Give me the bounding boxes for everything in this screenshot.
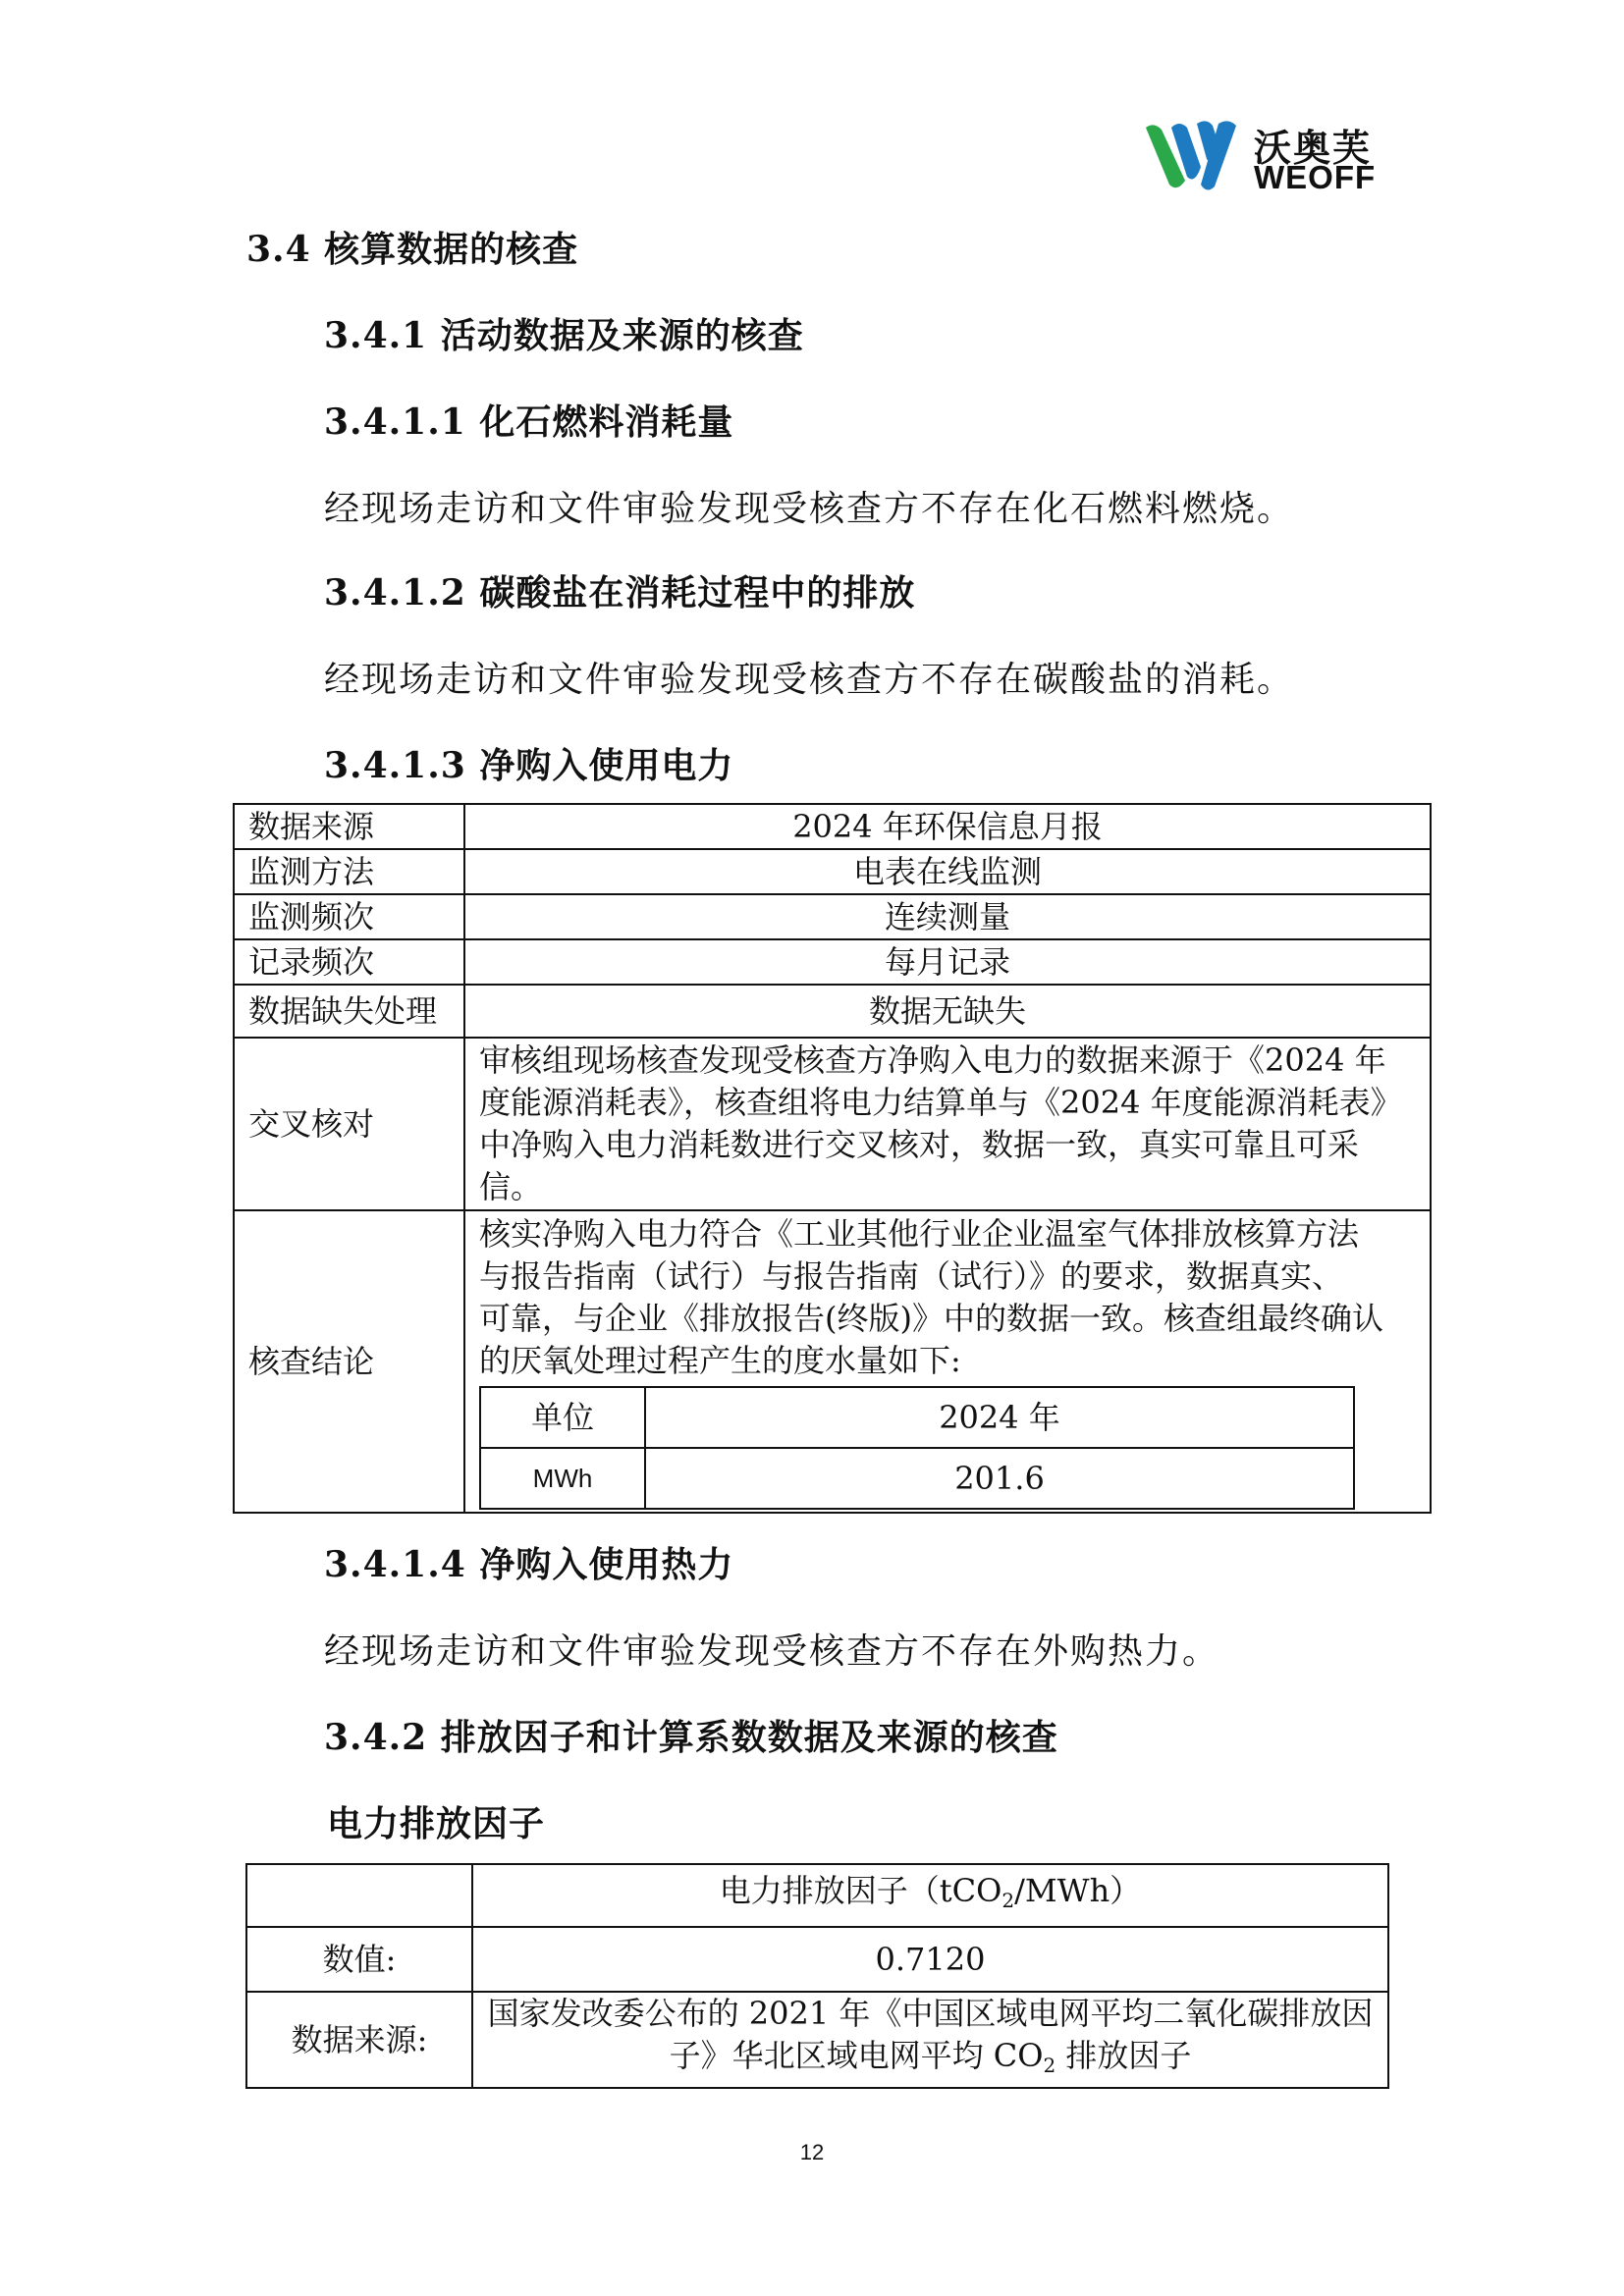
heading-3-4-1-3: 3.4.1.3 净购入使用电力 bbox=[324, 745, 734, 786]
source-label: 数据来源: bbox=[246, 1992, 472, 2088]
table-row bbox=[246, 1992, 1388, 2088]
consumption-table bbox=[479, 1386, 1355, 1510]
conclusion-text bbox=[464, 1210, 1431, 1513]
text-line: 度能源消耗表》，核查组将电力结算单与《2024 年度能源消耗表》 bbox=[479, 1084, 1402, 1121]
heading-3-4-1: 3.4.1 活动数据及来源的核查 bbox=[324, 315, 804, 356]
row-label: 数据来源 bbox=[234, 804, 464, 849]
table-header-row bbox=[480, 1387, 1354, 1448]
factor-header: 电力排放因子（tCO$_2$/MWh） bbox=[472, 1864, 1388, 1927]
heading-3-4: 3.4 核算数据的核查 bbox=[246, 229, 579, 270]
unit-cell: MWh bbox=[480, 1448, 645, 1509]
weoff-logo-icon bbox=[1142, 116, 1248, 198]
value-label: 数值: bbox=[246, 1927, 472, 1992]
heading-3-4-1-1: 3.4.1.1 化石燃料消耗量 bbox=[324, 401, 734, 443]
conclusion-label: 核查结论 bbox=[234, 1210, 464, 1513]
text-line: 与报告指南（试行）与报告指南（试行）》的要求，数据真实、 bbox=[479, 1257, 1344, 1295]
conclusion-row bbox=[234, 1210, 1431, 1513]
paragraph-fossil-fuel: 经现场走访和文件审验发现受核查方不存在化石燃料燃烧。 bbox=[324, 489, 1295, 529]
text-line: 信。 bbox=[479, 1168, 543, 1205]
row-label: 数据缺失处理 bbox=[234, 985, 464, 1038]
row-label: 监测方法 bbox=[234, 849, 464, 894]
table-row bbox=[234, 939, 1431, 985]
row-value: 2024 年环保信息月报 bbox=[464, 804, 1431, 849]
text-line: 可靠，与企业《排放报告(终版)》中的数据一致。核查组最终确认 bbox=[479, 1300, 1383, 1337]
row-label: 记录频次 bbox=[234, 939, 464, 985]
table-header-row bbox=[246, 1864, 1388, 1927]
text-line: 审核组现场核查发现受核查方净购入电力的数据来源于《2024 年 bbox=[479, 1041, 1386, 1079]
emission-factor-table bbox=[245, 1863, 1389, 2089]
company-logo bbox=[1142, 116, 1387, 198]
heading-electricity-factor: 电力排放因子 bbox=[327, 1803, 546, 1844]
page-number: 12 bbox=[799, 2140, 825, 2164]
factor-value: 0.7120 bbox=[472, 1927, 1388, 1992]
table-row bbox=[234, 894, 1431, 939]
table-row bbox=[234, 849, 1431, 894]
heading-3-4-1-4: 3.4.1.4 净购入使用热力 bbox=[324, 1544, 734, 1585]
logo-chinese-name: 沃奥芙 bbox=[1254, 127, 1373, 170]
table-row bbox=[480, 1448, 1354, 1509]
header-unit: 单位 bbox=[480, 1387, 645, 1448]
paragraph-carbonate: 经现场走访和文件审验发现受核查方不存在碳酸盐的消耗。 bbox=[324, 660, 1295, 700]
text-line: 的厌氧处理过程产生的度水量如下: bbox=[479, 1342, 961, 1379]
text-line: 核实净购入电力符合《工业其他行业企业温室气体排放核算方法 bbox=[479, 1215, 1360, 1253]
cross-check-text bbox=[464, 1038, 1431, 1210]
cross-check-row bbox=[234, 1038, 1431, 1210]
source-text: 国家发改委公布的 2021 年《中国区域电网平均二氧化碳排放因 子》华北区域电网平均 $CO_2$ 排放因子 bbox=[472, 1992, 1388, 2088]
row-value: 每月记录 bbox=[464, 939, 1431, 985]
row-label: 监测频次 bbox=[234, 894, 464, 939]
blank-cell bbox=[246, 1864, 472, 1927]
heading-3-4-1-2: 3.4.1.2 碳酸盐在消耗过程中的排放 bbox=[324, 572, 916, 614]
value-cell: 201.6 bbox=[645, 1448, 1354, 1509]
text-line: 中净购入电力消耗数进行交叉核对，数据一致，真实可靠且可采 bbox=[479, 1126, 1360, 1163]
row-value: 电表在线监测 bbox=[464, 849, 1431, 894]
table-row bbox=[234, 985, 1431, 1038]
cross-check-label: 交叉核对 bbox=[234, 1038, 464, 1210]
paragraph-heat: 经现场走访和文件审验发现受核查方不存在外购热力。 bbox=[324, 1631, 1220, 1672]
heading-3-4-2: 3.4.2 排放因子和计算系数数据及来源的核查 bbox=[324, 1717, 1058, 1758]
row-value: 连续测量 bbox=[464, 894, 1431, 939]
header-year: 2024 年 bbox=[645, 1387, 1354, 1448]
logo-english-name: WEOFF bbox=[1254, 159, 1377, 195]
table-row bbox=[234, 804, 1431, 849]
table-row bbox=[246, 1927, 1388, 1992]
electricity-data-table bbox=[233, 803, 1432, 1514]
row-value: 数据无缺失 bbox=[464, 985, 1431, 1038]
